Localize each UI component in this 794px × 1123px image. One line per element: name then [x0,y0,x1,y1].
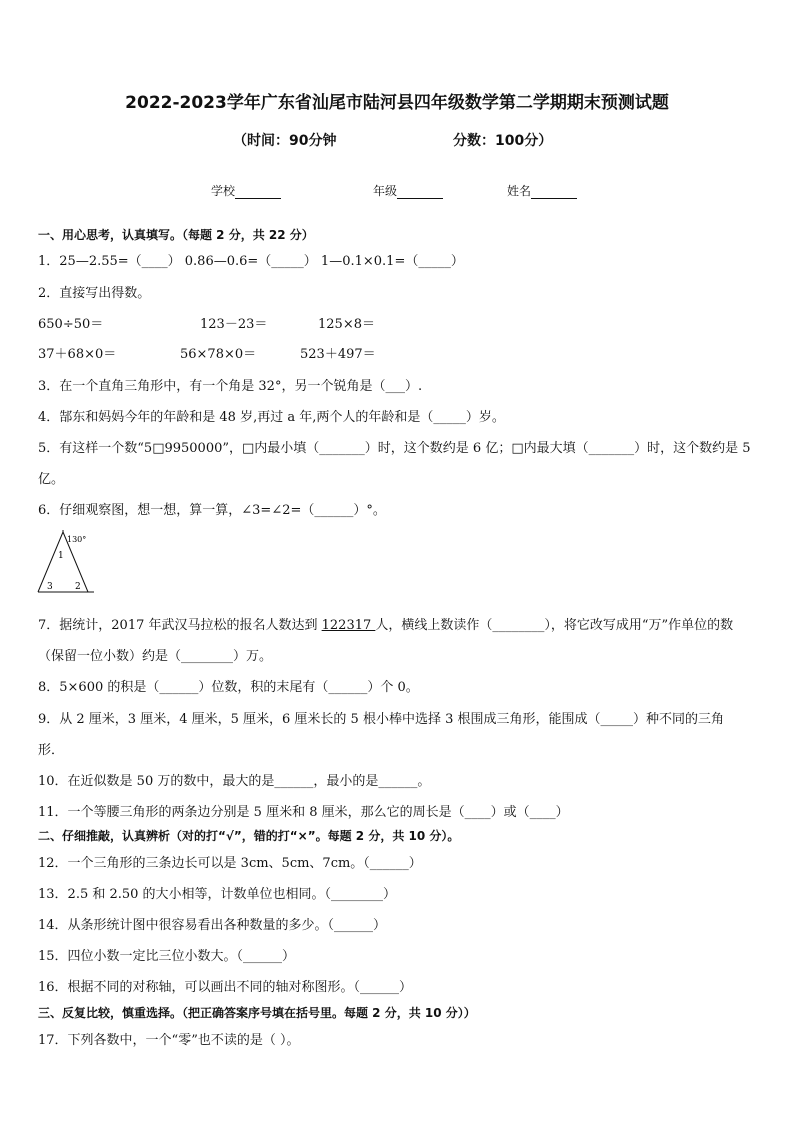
calc-item: 650÷50＝ [38,317,104,332]
question-14: 14．从条形统计图中很容易看出各种数量的多少。（______） [38,918,387,933]
q7-suffix: 人，横线上数读作（________），将它改写成用“万”作单位的数 [375,618,734,633]
angle-label: 130° [67,535,87,544]
angle-1-label: 1 [58,551,64,561]
question-13: 13．2.5 和 2.50 的大小相等，计数单位也相同。（________） [38,887,397,902]
angle-2-label: 2 [75,582,81,592]
name-blank[interactable] [531,186,577,199]
section-2-heading: 二、仔细推敲，认真辨析（对的打“√”，错的打“×”。每题 2 分，共 10 分）。 [38,829,460,843]
triangle-figure [36,530,96,596]
question-2: 2．直接写出得数。 [38,286,151,301]
exam-score: 分数：100分） [453,133,553,149]
calc-item: 37＋68×0＝ [38,347,117,362]
school-label: 学校 [211,184,236,198]
q7-underlined-number: 122317 [321,618,376,633]
calc-item: 123－23＝ [200,317,268,332]
question-3: 3．在一个直角三角形中，有一个角是 32°，另一个锐角是（___）. [38,379,423,394]
question-11: 11．一个等腰三角形的两条边分别是 5 厘米和 8 厘米，那么它的周长是（____）或（____） [38,805,569,820]
grade-field [373,182,443,199]
question-10: 10．在近似数是 50 万的数中，最大的是______，最小的是______。 [38,774,431,789]
name-label: 姓名 [507,184,532,198]
angle-3-label: 3 [47,582,53,592]
question-12: 12．一个三角形的三条边长可以是 3cm、5cm、7cm。（______） [38,856,422,871]
exam-time: （时间：90分钟 [233,133,337,149]
question-9: 9．从 2 厘米，3 厘米，4 厘米，5 厘米，6 厘米长的 5 根小棒中选择 3 根围成三角形，能围成（_____）种不同的三角 [38,712,724,727]
school-blank[interactable] [235,186,281,199]
school-field [211,182,281,199]
name-field [507,182,577,199]
section-1-heading: 一、用心思考，认真填写。（每题 2 分，共 22 分） [38,228,314,242]
q7-prefix: 7．据统计，2017 年武汉马拉松的报名人数达到 [38,618,322,633]
question-4: 4．郜东和妈妈今年的年龄和是 48 岁,再过 a 年,两个人的年龄和是（_____）岁。 [38,410,505,425]
calc-item: 125×8＝ [318,317,375,332]
question-15: 15．四位小数一定比三位小数大。（______） [38,949,296,964]
question-17: 17．下列各数中，一个“零”也不读的是（ ）。 [38,1033,300,1048]
question-6: 6．仔细观察图，想一想，算一算，∠3=∠2=（______）°。 [38,503,386,518]
question-7 [38,614,733,633]
question-16: 16．根据不同的对称轴，可以画出不同的轴对称图形。（______） [38,980,413,995]
grade-label: 年级 [373,184,398,198]
question-5: 5．有这样一个数“5□9950000”，□内最小填（_______）时，这个数约是 6 亿；□内最大填（_______）时，这个数约是 5 [38,441,751,456]
question-1: 1．25—2.55=（____） 0.86—0.6=（_____） 1—0.1×0.1=（_____） [38,254,464,269]
grade-blank[interactable] [397,186,443,199]
question-9-continued: 形． [38,743,65,758]
question-7-continued: （保留一位小数）约是（________）万。 [38,649,273,664]
page-title: 2022-2023学年广东省汕尾市陆河县四年级数学第二学期期末预测试题 [125,93,669,113]
section-3-heading: 三、反复比较，慎重选择。（把正确答案序号填在括号里。每题 2 分，共 10 分）） [38,1006,476,1020]
calc-item: 56×78×0＝ [180,347,257,362]
question-5-continued: 亿。 [38,472,65,487]
question-8: 8．5×600 的积是（______）位数，积的末尾有（______）个 0。 [38,680,419,695]
calc-item: 523＋497＝ [300,347,376,362]
